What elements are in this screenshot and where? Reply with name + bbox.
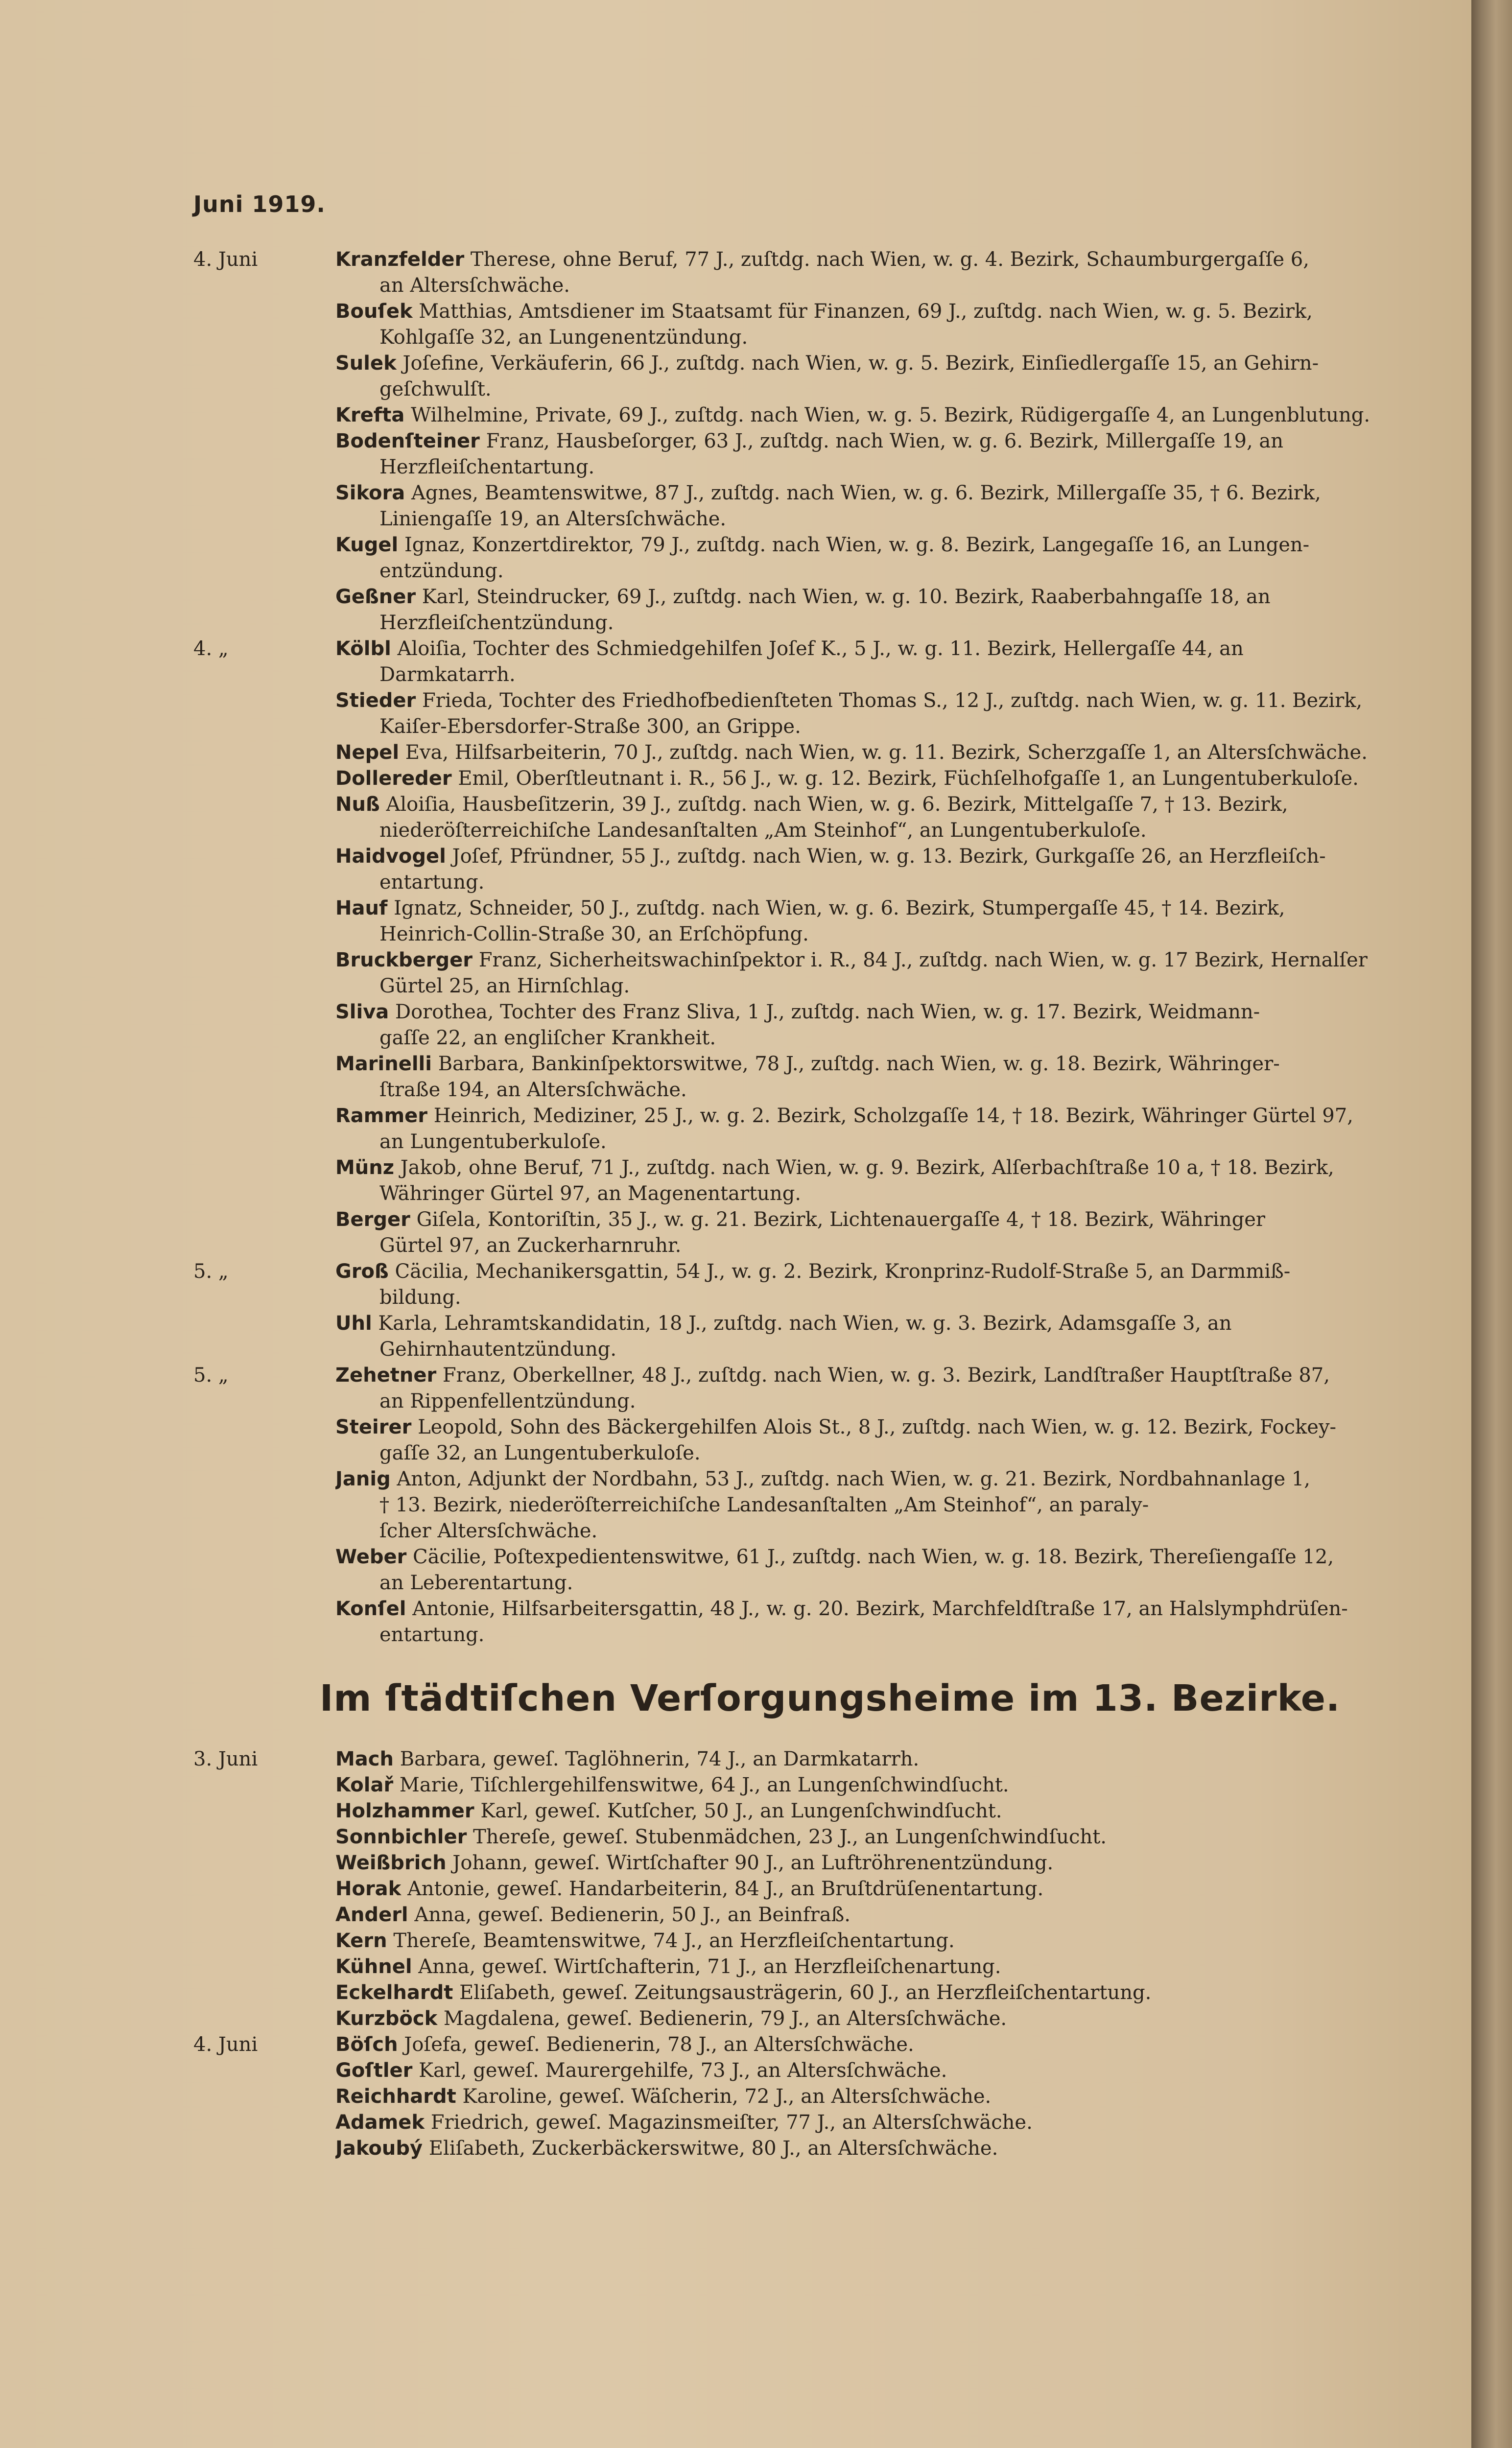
entry-surname: Rammer [335, 1105, 428, 1127]
entry-text [335, 480, 1457, 532]
entry-text [335, 1311, 1457, 1363]
entry-text [335, 2006, 1457, 2032]
register-entry [193, 1772, 1466, 1798]
entry-text [335, 1103, 1457, 1155]
care-home-register-list [193, 1746, 1466, 2162]
entry-details: Karl, Steindrucker, 69 J., zuſtdg. nach Wien, w. g. 10. Bezirk, Raaberbahngaſſe 18, an [422, 586, 1271, 608]
entry-details: Leopold, Sohn des Bäckergehilfen Alois St., 8 J., zuſtdg. nach Wien, w. g. 12. Bezirk, Fockey- [418, 1416, 1337, 1438]
entry-surname: Adamek [335, 2111, 425, 2134]
entry-surname: Sikora [335, 482, 405, 504]
entry-details: Aloiſia, Hausbeſitzerin, 39 J., zuſtdg. nach Wien, w. g. 6. Bezirk, Mittelgaſſe 7, † 13. Bezirk, [386, 793, 1288, 816]
entry-date [193, 1414, 335, 1466]
entry-surname: Kühnel [335, 1955, 412, 1978]
entry-details: Eliſabeth, Zuckerbäckerswitwe, 80 J., an Altersſchwäche. [428, 2137, 998, 2160]
entry-details: Anna, geweſ. Bedienerin, 50 J., an Beinfraß. [414, 1904, 850, 1926]
entry-continuation: bildung. [379, 1286, 461, 1309]
entry-text [335, 1207, 1457, 1259]
entry-details: Barbara, geweſ. Taglöhnerin, 74 J., an Darmkatarrh. [400, 1748, 920, 1770]
entry-details: Joſefa, geweſ. Bedienerin, 78 J., an Altersſchwäche. [404, 2033, 914, 2056]
entry-surname: Bouſek [335, 300, 413, 323]
entry-date [193, 2058, 335, 2084]
entry-continuation: Kohlgaſſe 32, an Lungenentzündung. [379, 326, 748, 349]
register-entry [193, 2136, 1466, 2162]
register-entry [193, 247, 1466, 299]
entry-text [335, 1544, 1457, 1596]
entry-continuation: an Rippenfellentzündung. [379, 1390, 636, 1412]
register-entry [193, 1207, 1466, 1259]
entry-text [335, 351, 1457, 402]
entry-surname: Mach [335, 1748, 394, 1770]
entry-surname: Weißbrich [335, 1852, 447, 1874]
entry-date [193, 584, 335, 636]
entry-text [335, 2032, 1457, 2058]
register-entry [193, 2058, 1466, 2084]
entry-date [193, 895, 335, 947]
register-entry [193, 1850, 1466, 1876]
entry-text [335, 947, 1457, 999]
entry-text [335, 2058, 1457, 2084]
entry-text [335, 1824, 1457, 1850]
entry-details: Ignatz, Schneider, 50 J., zuſtdg. nach Wien, w. g. 6. Bezirk, Stumpergaſſe 45, † 14. Bezirk, [394, 897, 1285, 919]
register-entry [193, 1466, 1466, 1518]
register-entry [193, 584, 1466, 636]
entry-surname: Bodenſteiner [335, 430, 480, 452]
entry-text [335, 428, 1457, 480]
entry-date [193, 2006, 335, 2032]
register-entry [193, 1954, 1466, 1980]
entry-continuation: entzündung. [379, 560, 504, 582]
entry-date [193, 1902, 335, 1928]
register-entry [193, 480, 1466, 532]
entry-details: Barbara, Bankinſpektorswitwe, 78 J., zuſtdg. nach Wien, w. g. 18. Bezirk, Währinger- [438, 1053, 1280, 1075]
entry-text [335, 999, 1457, 1051]
entry-surname: Holzhammer [335, 1800, 474, 1822]
entry-continuation: Gürtel 97, an Zuckerharnruhr. [379, 1234, 682, 1257]
register-entry [193, 2110, 1466, 2136]
entry-text [335, 402, 1457, 428]
entry-date [193, 740, 335, 766]
entry-date [193, 1544, 335, 1596]
entry-date [193, 1051, 335, 1103]
entry-date: 3. Juni [193, 1748, 258, 1770]
entry-details: Marie, Tiſchlergehilfenswitwe, 64 J., an Lungenſchwindſucht. [399, 1774, 1009, 1796]
entry-text [335, 2136, 1457, 2162]
entry-continuation: ſtraße 194, an Altersſchwäche. [379, 1079, 687, 1101]
entry-date [193, 1466, 335, 1518]
entry-details: Matthias, Amtsdiener im Staatsamt für Finanzen, 69 J., zuſtdg. nach Wien, w. g. 5. Bezirk, [419, 300, 1313, 323]
register-entry [193, 740, 1466, 766]
entry-date [193, 1980, 335, 2006]
entry-text [335, 844, 1457, 895]
entry-date [193, 480, 335, 532]
entry-date: 4. „ [193, 637, 229, 660]
entry-text [335, 1772, 1457, 1798]
entry-details: Eva, Hilfsarbeiterin, 70 J., zuſtdg. nach Wien, w. g. 11. Bezirk, Scherzgaſſe 1, an Altersſchwäche. [405, 741, 1368, 764]
entry-surname: Marinelli [335, 1053, 432, 1075]
book-spine [1471, 0, 1512, 2448]
entry-surname: Weber [335, 1546, 407, 1568]
month-heading: Juni 1919. [193, 191, 326, 217]
entry-text [335, 688, 1457, 740]
entry-date [193, 947, 335, 999]
entry-date [193, 1518, 335, 1544]
entry-surname: Horak [335, 1878, 402, 1900]
register-entry [193, 351, 1466, 402]
entry-details: ſcher Altersſchwäche. [379, 1520, 598, 1542]
register-entry [193, 1798, 1466, 1824]
entry-surname: Sonnbichler [335, 1826, 467, 1848]
register-entry [193, 792, 1466, 844]
entry-surname: Jakoubý [335, 2137, 423, 2160]
entry-details: Eliſabeth, geweſ. Zeitungsausträgerin, 60 J., an Herzfleiſchentartung. [459, 1981, 1152, 2004]
entry-date [193, 1596, 335, 1648]
entry-details: Anton, Adjunkt der Nordbahn, 53 J., zuſtdg. nach Wien, w. g. 21. Bezirk, Nordbahnanlage 1, [397, 1468, 1310, 1490]
entry-surname: Münz [335, 1156, 395, 1179]
entry-surname: Konſel [335, 1598, 406, 1620]
entry-surname: Goſtler [335, 2059, 413, 2082]
register-entry [193, 1155, 1466, 1207]
register-entry [193, 1311, 1466, 1363]
register-entry [193, 766, 1466, 792]
entry-details: Franz, Hausbeſorger, 63 J., zuſtdg. nach Wien, w. g. 6. Bezirk, Millergaſſe 19, an [486, 430, 1284, 452]
register-entry [193, 1103, 1466, 1155]
entry-surname: Kurzböck [335, 2007, 438, 2030]
register-entry [193, 428, 1466, 480]
register-entry [193, 636, 1466, 688]
entry-date [193, 844, 335, 895]
entry-details: Frieda, Tochter des Friedhofbedienſteten Thomas S., 12 J., zuſtdg. nach Wien, w. g. 11. Bezirk, [422, 689, 1363, 712]
register-entry [193, 1902, 1466, 1928]
entry-surname: Berger [335, 1208, 410, 1231]
entry-text [335, 1518, 1466, 1544]
register-entry [193, 532, 1466, 584]
entry-text [335, 1850, 1457, 1876]
entry-date [193, 1850, 335, 1876]
entry-text [335, 740, 1457, 766]
entry-continuation: gaſſe 22, an engliſcher Krankheit. [379, 1027, 716, 1049]
register-entry [193, 1259, 1466, 1311]
entry-date [193, 1798, 335, 1824]
entry-details: Jakob, ohne Beruf, 71 J., zuſtdg. nach Wien, w. g. 9. Bezirk, Alſerbachſtraße 10 a, † 18. Bezirk, [400, 1156, 1334, 1179]
entry-surname: Eckelhardt [335, 1981, 453, 2004]
entry-text [335, 299, 1457, 351]
entry-details: Thereſe, geweſ. Stubenmädchen, 23 J., an Lungenſchwindſucht. [473, 1826, 1107, 1848]
entry-continuation: geſchwulſt. [379, 378, 492, 400]
entry-text [335, 1980, 1457, 2006]
entry-continuation: Darmkatarrh. [379, 663, 516, 686]
entry-details: Agnes, Beamtenswitwe, 87 J., zuſtdg. nach Wien, w. g. 6. Bezirk, Millergaſſe 35, † 6. Bezirk, [411, 482, 1321, 504]
register-entry [193, 2006, 1466, 2032]
entry-date: 5. „ [193, 1260, 229, 1283]
entry-surname: Steirer [335, 1416, 412, 1438]
entry-surname: Dollereder [335, 767, 452, 790]
entry-continuation: Heinrich-Collin-Straße 30, an Erſchöpfung. [379, 923, 809, 945]
register-entry [193, 1824, 1466, 1850]
entry-continuation: Herzfleiſchentzündung. [379, 612, 614, 634]
entry-details: Anna, geweſ. Wirtſchafterin, 71 J., an Herzfleiſchenartung. [418, 1955, 1001, 1978]
entry-surname: Sliva [335, 1001, 389, 1023]
entry-surname: Bruckberger [335, 949, 472, 971]
entry-surname: Kern [335, 1930, 387, 1952]
entry-details: Franz, Sicherheitswachinſpektor i. R., 84 J., zuſtdg. nach Wien, w. g. 17 Bezirk, Hernalſer [478, 949, 1368, 971]
entry-date [193, 428, 335, 480]
entry-date [193, 402, 335, 428]
entry-surname: Anderl [335, 1904, 408, 1926]
entry-surname: Sulek [335, 352, 397, 375]
death-register-list [193, 247, 1466, 1648]
entry-continuation: entartung. [379, 1624, 485, 1646]
entry-date [193, 766, 335, 792]
entry-text [335, 1876, 1457, 1902]
entry-details: Karoline, geweſ. Wäſcherin, 72 J., an Altersſchwäche. [462, 2085, 992, 2108]
register-entry [193, 1051, 1466, 1103]
entry-surname: Nuß [335, 793, 380, 816]
entry-details: Joſef, Pfründner, 55 J., zuſtdg. nach Wien, w. g. 13. Bezirk, Gurkgaſſe 26, an Herzfleiſch- [452, 845, 1326, 868]
entry-surname: Kolař [335, 1774, 394, 1796]
entry-details: Heinrich, Mediziner, 25 J., w. g. 2. Bezirk, Scholzgaſſe 14, † 18. Bezirk, Währinger Gürtel 97, [433, 1105, 1353, 1127]
entry-date [193, 1772, 335, 1798]
entry-date [193, 351, 335, 402]
entry-details: Joſefine, Verkäuferin, 66 J., zuſtdg. nach Wien, w. g. 5. Bezirk, Einſiedlergaſſe 15, an Gehirn- [402, 352, 1319, 375]
entry-text [335, 792, 1457, 844]
entry-date [193, 1103, 335, 1155]
entry-surname: Uhl [335, 1312, 372, 1335]
entry-details: Therese, ohne Beruf, 77 J., zuſtdg. nach Wien, w. g. 4. Bezirk, Schaumburgergaſſe 6, [470, 248, 1309, 271]
entry-continuation: Gürtel 25, an Hirnſchlag. [379, 975, 630, 997]
entry-text [335, 1902, 1457, 1928]
entry-text [335, 584, 1457, 636]
entry-text [335, 1596, 1457, 1648]
register-entry [193, 1980, 1466, 2006]
entry-date [193, 1876, 335, 1902]
entry-date: 4. Juni [193, 2033, 258, 2056]
register-entry [193, 1746, 1466, 1772]
register-entry [193, 1544, 1466, 1596]
section-heading: Im ſtädtiſchen Verſorgungsheime im 13. Bezirke. [319, 1677, 1341, 1719]
entry-surname: Kugel [335, 534, 399, 556]
entry-date [193, 532, 335, 584]
entry-date [193, 2084, 335, 2110]
entry-date: 5. „ [193, 1364, 229, 1387]
entry-continuation: Herzfleiſchentartung. [379, 456, 595, 478]
entry-text [335, 1746, 1457, 1772]
entry-text [335, 1798, 1457, 1824]
entry-date [193, 2110, 335, 2136]
entry-details: Aloiſia, Tochter des Schmiedgehilfen Joſef K., 5 J., w. g. 11. Bezirk, Hellergaſſe 44, an [397, 637, 1244, 660]
entry-continuation: an Leberentartung. [379, 1572, 573, 1594]
entry-continuation: gaſſe 32, an Lungentuberkuloſe. [379, 1442, 701, 1464]
entry-surname: Kölbl [335, 637, 391, 660]
entry-surname: Janig [335, 1468, 391, 1490]
entry-date: 4. Juni [193, 248, 258, 271]
register-entry [193, 947, 1466, 999]
entry-continuation: † 13. Bezirk, niederöſterreichiſche Landesanſtalten „Am Steinhof“, an paraly- [379, 1494, 1149, 1516]
entry-details: Emil, Oberſtleutnant i. R., 56 J., w. g. 12. Bezirk, Füchſelhofgaſſe 1, an Lungentuberkuloſe. [458, 767, 1359, 790]
entry-text [335, 1414, 1457, 1466]
entry-date [193, 1824, 335, 1850]
entry-text [335, 895, 1457, 947]
entry-date [193, 299, 335, 351]
entry-continuation: niederöſterreichiſche Landesanſtalten „Am Steinhof“, an Lungentuberkuloſe. [379, 819, 1147, 842]
register-entry [193, 1876, 1466, 1902]
entry-surname: Hauf [335, 897, 388, 919]
entry-surname: Nepel [335, 741, 400, 764]
entry-continuation: Gehirnhautentzündung. [379, 1338, 617, 1361]
entry-continuation: Kaiſer-Ebersdorfer-Straße 300, an Grippe. [379, 715, 801, 738]
entry-surname: Zehetner [335, 1364, 437, 1387]
entry-details: Cäcilie, Poſtexpedientenswitwe, 61 J., zuſtdg. nach Wien, w. g. 18. Bezirk, Thereſiengaſſe 12, [413, 1546, 1334, 1568]
entry-details: Cäcilia, Mechanikersgattin, 54 J., w. g. 2. Bezirk, Kronprinz-Rudolf-Straße 5, an Darmmiß- [395, 1260, 1291, 1283]
entry-text [335, 2084, 1457, 2110]
entry-date [193, 1311, 335, 1363]
entry-details: Johann, geweſ. Wirtſchafter 90 J., an Luftröhrenentzündung. [452, 1852, 1054, 1874]
entry-text [335, 2110, 1457, 2136]
register-entry [193, 1928, 1466, 1954]
entry-text [335, 1155, 1457, 1207]
entry-text [335, 1363, 1457, 1414]
entry-date [193, 792, 335, 844]
entry-details: Friedrich, geweſ. Magazinsmeiſter, 77 J., an Altersſchwäche. [430, 2111, 1033, 2134]
entry-details: Magdalena, geweſ. Bedienerin, 79 J., an Altersſchwäche. [443, 2007, 1007, 2030]
entry-continuation: entartung. [379, 871, 485, 894]
page-content [193, 191, 1466, 2162]
register-entry [193, 402, 1466, 428]
entry-details: Giſela, Kontoriſtin, 35 J., w. g. 21. Bezirk, Lichtenauergaſſe 4, † 18. Bezirk, Währinger [416, 1208, 1265, 1231]
entry-details: Thereſe, Beamtenswitwe, 74 J., an Herzfleiſchentartung. [393, 1930, 955, 1952]
entry-continuation: Währinger Gürtel 97, an Magenentartung. [379, 1182, 802, 1205]
entry-date [193, 999, 335, 1051]
register-entry [193, 688, 1466, 740]
register-entry [193, 1596, 1466, 1648]
entry-continuation: Liniengaſſe 19, an Altersſchwäche. [379, 508, 727, 530]
register-entry [193, 299, 1466, 351]
entry-text [335, 1928, 1457, 1954]
entry-details: Karl, geweſ. Kutſcher, 50 J., an Lungenſchwindſucht. [480, 1800, 1002, 1822]
register-entry [193, 999, 1466, 1051]
entry-text [335, 1051, 1457, 1103]
entry-text [335, 1259, 1457, 1311]
entry-details: Wilhelmine, Private, 69 J., zuſtdg. nach Wien, w. g. 5. Bezirk, Rüdigergaſſe 4, an Lungenblutung. [411, 404, 1370, 426]
entry-surname: Stieder [335, 689, 416, 712]
entry-surname: Krefta [335, 404, 405, 426]
entry-text [335, 1954, 1457, 1980]
register-entry [193, 2084, 1466, 2110]
entry-date [193, 1155, 335, 1207]
entry-date [193, 2136, 335, 2162]
entry-text [335, 1466, 1457, 1518]
entry-date [193, 1954, 335, 1980]
entry-date [193, 688, 335, 740]
entry-date [193, 1928, 335, 1954]
entry-text [335, 532, 1457, 584]
entry-surname: Reichhardt [335, 2085, 456, 2108]
entry-details: Ignaz, Konzertdirektor, 79 J., zuſtdg. nach Wien, w. g. 8. Bezirk, Langegaſſe 16, an Lungen- [404, 534, 1310, 556]
entry-details: Dorothea, Tochter des Franz Sliva, 1 J., zuſtdg. nach Wien, w. g. 17. Bezirk, Weidmann- [395, 1001, 1260, 1023]
register-entry [193, 895, 1466, 947]
entry-surname: Böſch [335, 2033, 398, 2056]
register-entry [193, 844, 1466, 895]
entry-details: Antonie, Hilfsarbeitersgattin, 48 J., w. g. 20. Bezirk, Marchfeldſtraße 17, an Halslymphdrüſen- [412, 1598, 1348, 1620]
entry-date [193, 1207, 335, 1259]
entry-details: Karla, Lehramtskandidatin, 18 J., zuſtdg. nach Wien, w. g. 3. Bezirk, Adamsgaſſe 3, an [378, 1312, 1232, 1335]
entry-text [335, 636, 1457, 688]
entry-details: Karl, geweſ. Maurergehilfe, 73 J., an Altersſchwäche. [419, 2059, 947, 2082]
entry-text [335, 247, 1457, 299]
entry-continuation: an Altersſchwäche. [379, 274, 570, 297]
entry-surname: Groß [335, 1260, 389, 1283]
register-entry [193, 1414, 1466, 1466]
register-entry [193, 1363, 1466, 1414]
entry-surname: Kranzfelder [335, 248, 465, 271]
entry-details: Franz, Oberkellner, 48 J., zuſtdg. nach Wien, w. g. 3. Bezirk, Landſtraßer Hauptſtraße 87, [442, 1364, 1330, 1387]
entry-details: Antonie, geweſ. Handarbeiterin, 84 J., an Bruſtdrüſenentartung. [407, 1878, 1044, 1900]
entry-surname: Geßner [335, 586, 416, 608]
entry-continuation: an Lungentuberkuloſe. [379, 1130, 607, 1153]
entry-surname: Haidvogel [335, 845, 446, 868]
register-entry [193, 2032, 1466, 2058]
entry-text [335, 766, 1457, 792]
register-entry [193, 1518, 1466, 1544]
